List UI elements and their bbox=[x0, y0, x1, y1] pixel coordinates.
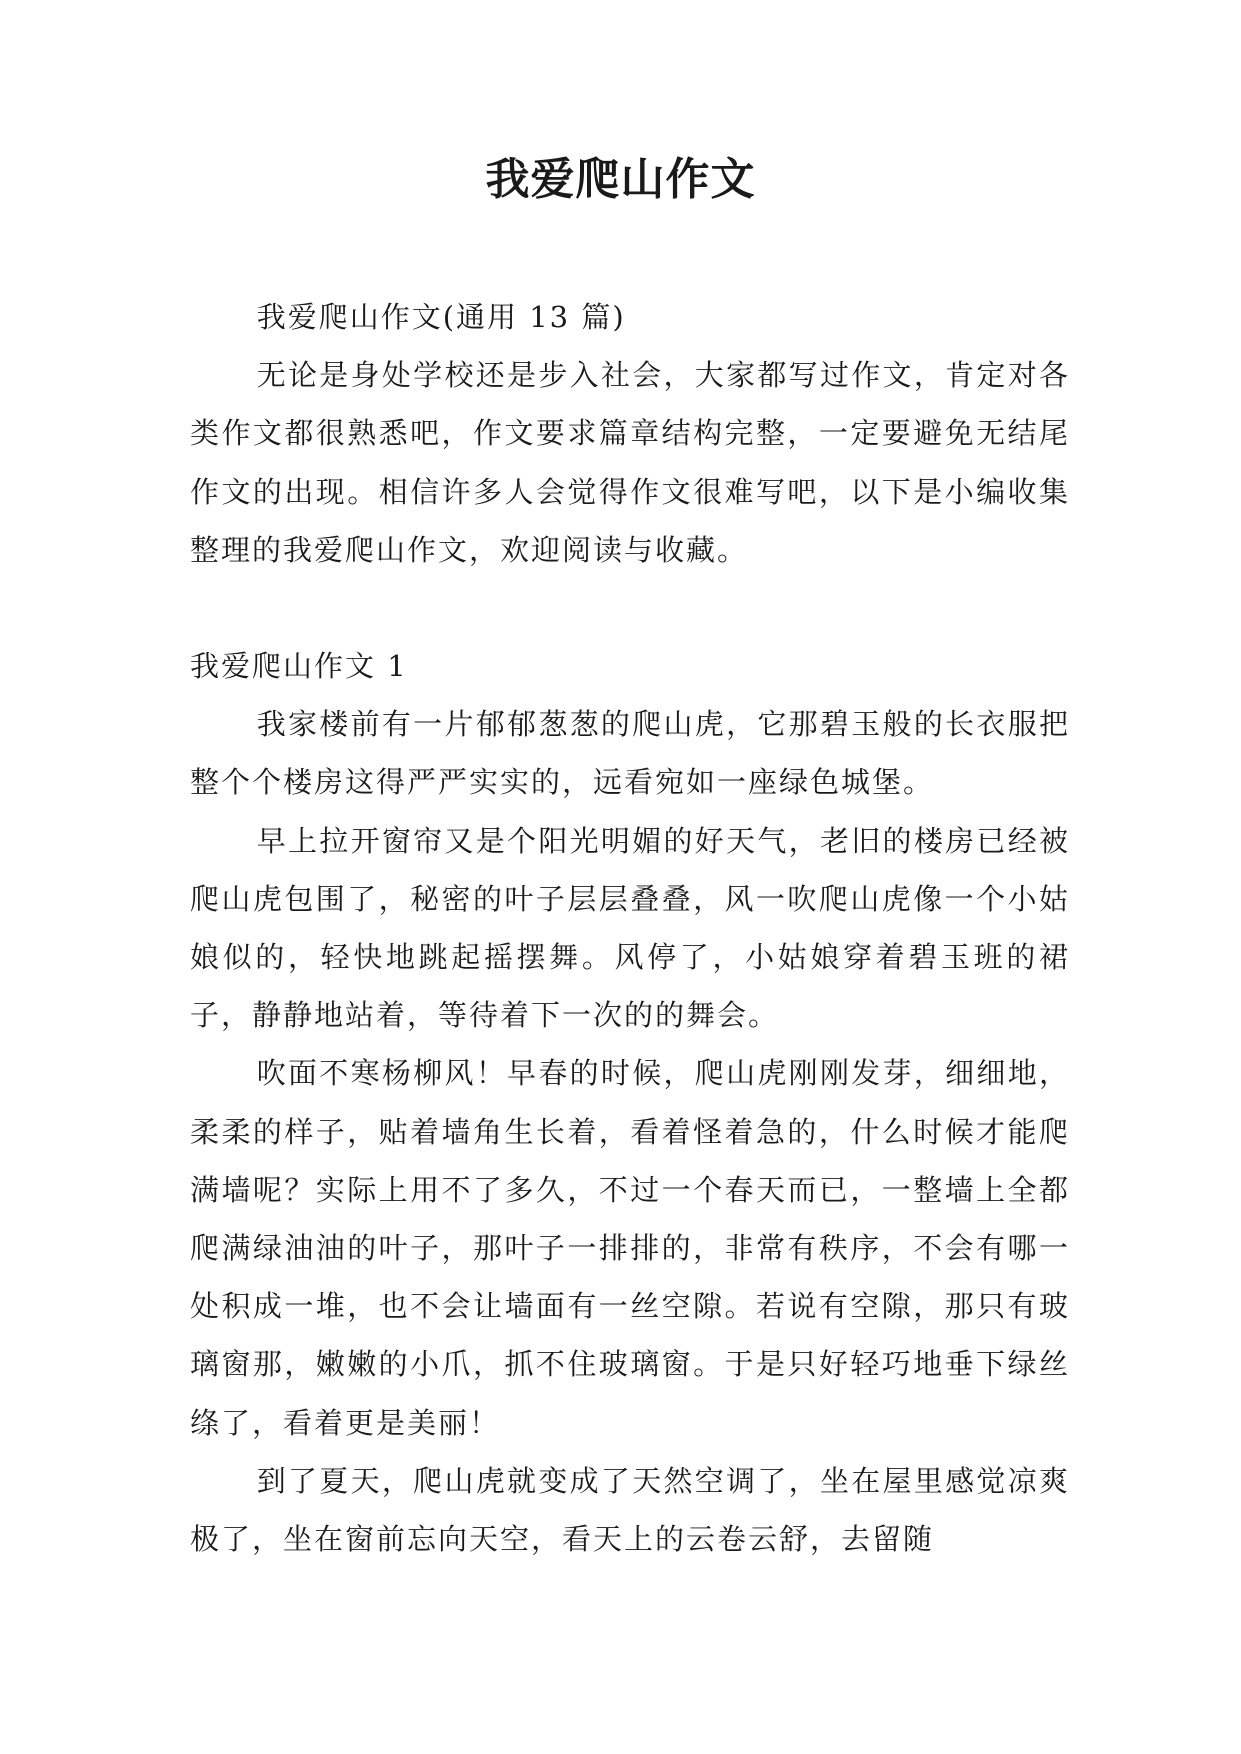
intro-paragraph: 无论是身处学校还是步入社会，大家都写过作文，肯定对各类作文都很熟悉吧，作文要求篇章结构完整，一定要避免无结尾作文的出现。相信许多人会觉得作文很难写吧，以下是小编收集整理的我爱爬山作文，欢迎阅读与收藏。 bbox=[190, 358, 1070, 567]
paragraph-4: 到了夏天，爬山虎就变成了天然空调了，坐在屋里感觉凉爽极了，坐在窗前忘向天空，看天上的云卷云舒，去留随 bbox=[190, 1463, 1070, 1557]
paragraph-1: 我家楼前有一片郁郁葱葱的爬山虎，它那碧玉般的长衣服把整个个楼房这得严严实实的，远看宛如一座绿色城堡。 bbox=[190, 707, 1070, 800]
paragraph-2: 早上拉开窗帘又是个阳光明媚的好天气，老旧的楼房已经被爬山虎包围了，秘密的叶子层层叠叠，风一吹爬山虎像一个小姑娘似的，轻快地跳起摇摆舞。风停了，小姑娘穿着碧玉班的裙子，静静地站着，等待着下一次的的舞会。 bbox=[190, 823, 1070, 1033]
document-body bbox=[190, 288, 1070, 1568]
paragraph-3: 吹面不寒杨柳风！早春的时候，爬山虎刚刚发芽，细细地，柔柔的样子，贴着墙角生长着，看着怪着急的，什么时候才能爬满墙呢？实际上用不了多久，不过一个春天而已，一整墙上全都爬满绿油油的叶子，那叶子一排排的，非常有秩序，不会有哪一处积成一堆，也不会让墙面有一丝空隙。若说有空隙，那只有玻璃窗那，嫩嫩的小爪，抓不住玻璃窗。于是只好轻巧地垂下绿丝绦了，看着更是美丽！ bbox=[190, 1056, 1070, 1440]
document-subtitle: 我爱爬山作文(通用 13 篇) bbox=[256, 300, 626, 334]
document-title: 我爱爬山作文 bbox=[485, 154, 756, 205]
section-heading: 我爱爬山作文 1 bbox=[190, 649, 408, 684]
section-spacer bbox=[190, 579, 1070, 637]
